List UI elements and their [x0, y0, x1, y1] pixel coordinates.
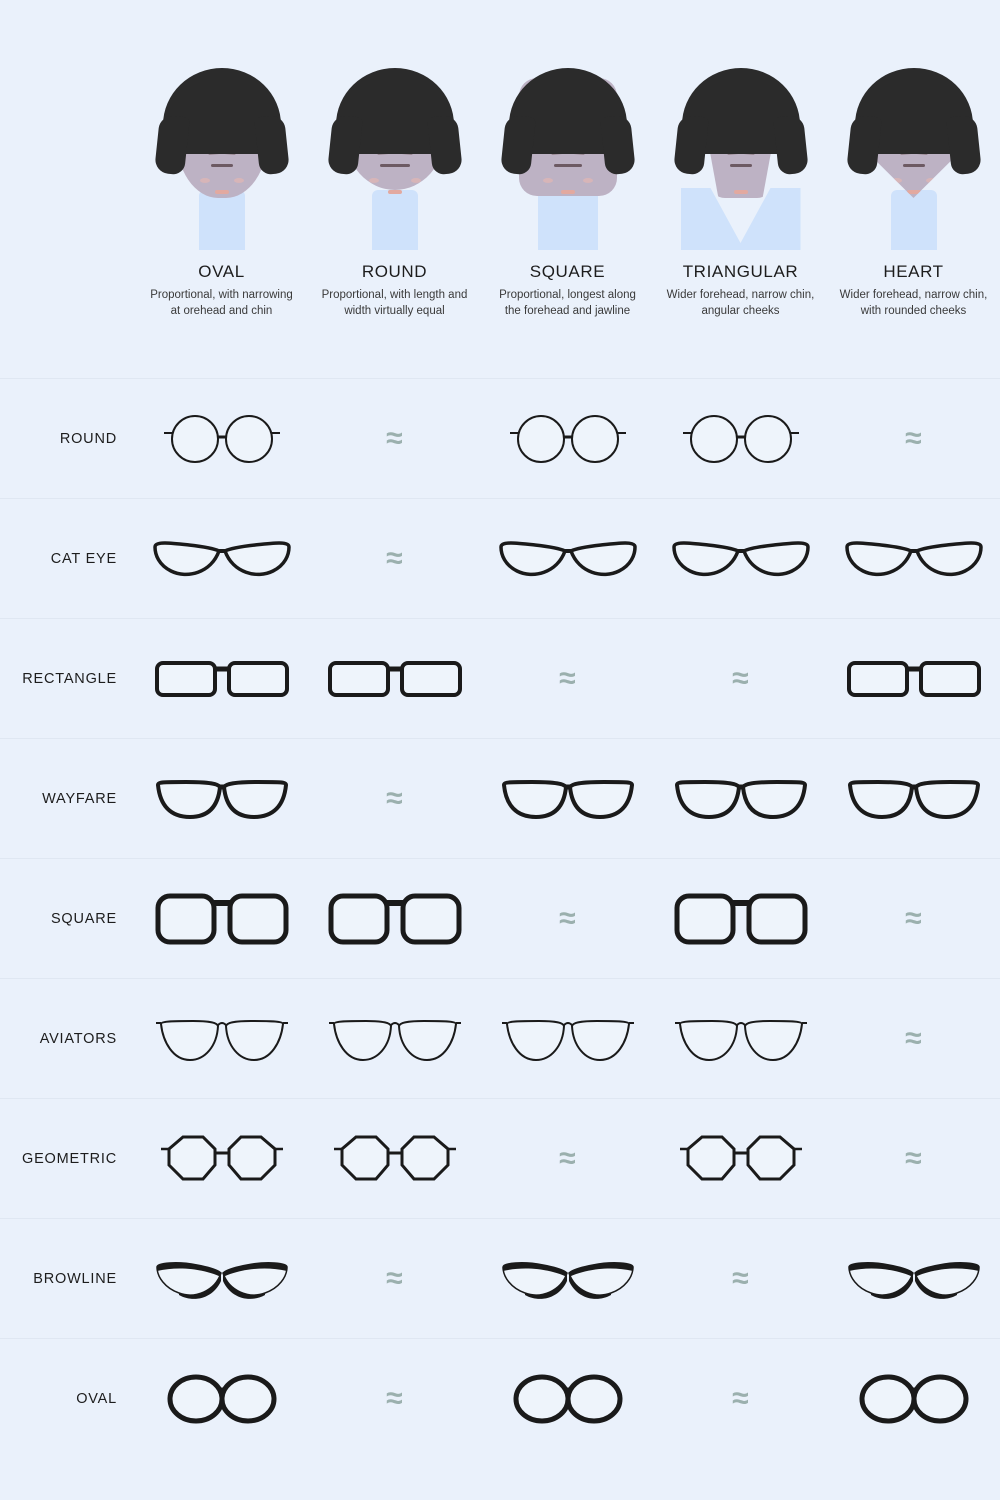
cell-wayfare-oval	[135, 739, 308, 858]
cat-eye-frame-icon	[668, 531, 814, 587]
hair-icon	[163, 68, 281, 154]
frame-type-label: OVAL	[76, 1390, 117, 1407]
cat-eye-frame-icon	[495, 531, 641, 587]
geometric-frame-icon	[678, 1131, 804, 1187]
face-illustration-square	[498, 60, 638, 250]
hair-icon	[855, 68, 973, 154]
face-shape-title: TRIANGULAR	[682, 262, 799, 281]
rectangle-frame-icon	[325, 653, 465, 705]
browline-frame-icon	[153, 1255, 291, 1303]
wayfarer-frame-icon	[844, 773, 984, 825]
face-shape-description: Proportional, longest along the forehead and jawline	[499, 289, 636, 317]
frame-type-label: SQUARE	[50, 910, 117, 927]
cell-round-square	[481, 379, 654, 498]
cell-cateye-round	[308, 499, 481, 618]
face-illustration-triangular	[671, 60, 811, 250]
not-recommended-icon: ≈	[732, 661, 749, 695]
wayfarer-frame-icon	[498, 773, 638, 825]
geometric-frame-icon	[159, 1131, 285, 1187]
hair-icon	[336, 68, 454, 154]
cell-wayfare-square	[481, 739, 654, 858]
not-recommended-icon: ≈	[386, 1261, 403, 1295]
cheek-left	[892, 178, 902, 183]
face-illustration-oval	[152, 60, 292, 250]
cell-browline-triangular	[654, 1219, 827, 1338]
not-recommended-icon: ≈	[386, 541, 403, 575]
cell-rectangle-square	[481, 619, 654, 738]
frame-type-label: CAT EYE	[50, 550, 117, 567]
table-row	[0, 978, 1000, 1098]
face-shape-title: SQUARE	[529, 262, 606, 281]
wayfarer-frame-icon	[152, 773, 292, 825]
cell-square-square	[481, 859, 654, 978]
cell-oval-round	[308, 1339, 481, 1458]
face-shape-description: Wider forehead, narrow chin, angular cheeks	[666, 289, 815, 317]
cell-rectangle-oval	[135, 619, 308, 738]
cell-browline-square	[481, 1219, 654, 1338]
cat-eye-frame-icon	[149, 531, 295, 587]
eye-right	[394, 164, 410, 167]
aviator-frame-icon	[501, 1012, 635, 1066]
face-column-round	[308, 60, 481, 319]
round-frame-icon	[681, 411, 801, 467]
aviator-frame-icon	[155, 1012, 289, 1066]
mouth	[388, 190, 402, 194]
square-frame-icon	[153, 888, 291, 950]
not-recommended-icon: ≈	[386, 1381, 403, 1415]
frame-type-label: ROUND	[59, 430, 117, 447]
cell-aviators-oval	[135, 979, 308, 1098]
cheek-right	[926, 178, 936, 183]
cell-geometric-square	[481, 1099, 654, 1218]
neck-shape	[199, 190, 245, 250]
cell-round-round	[308, 379, 481, 498]
face-shape-description: Proportional, with length and width virtually equal	[321, 289, 468, 317]
cell-round-triangular	[654, 379, 827, 498]
oval-frame-icon	[854, 1370, 974, 1428]
cell-cateye-oval	[135, 499, 308, 618]
cell-wayfare-triangular	[654, 739, 827, 858]
aviator-frame-icon	[674, 1012, 808, 1066]
not-recommended-icon: ≈	[559, 901, 576, 935]
cell-oval-triangular	[654, 1339, 827, 1458]
frame-type-label: GEOMETRIC	[21, 1150, 117, 1167]
cat-eye-frame-icon	[841, 531, 987, 587]
wayfarer-frame-icon	[671, 773, 811, 825]
face-column-triangular	[654, 60, 827, 319]
round-frame-icon	[162, 411, 282, 467]
browline-frame-icon	[845, 1255, 983, 1303]
cell-square-heart	[827, 859, 1000, 978]
round-frame-icon	[508, 411, 628, 467]
cell-oval-square	[481, 1339, 654, 1458]
eye-right	[736, 164, 752, 167]
cell-oval-heart	[827, 1339, 1000, 1458]
cell-cateye-heart	[827, 499, 1000, 618]
cell-round-heart	[827, 379, 1000, 498]
table-row	[0, 738, 1000, 858]
browline-frame-icon	[499, 1255, 637, 1303]
table-row	[0, 498, 1000, 618]
face-shape-title: ROUND	[361, 262, 428, 281]
not-recommended-icon: ≈	[559, 1141, 576, 1175]
face-column-heart	[827, 60, 1000, 319]
table-row	[0, 1218, 1000, 1338]
frame-type-label: RECTANGLE	[22, 670, 117, 687]
geometric-frame-icon	[332, 1131, 458, 1187]
eye-right	[909, 164, 925, 167]
table-row	[0, 1098, 1000, 1218]
cell-round-oval	[135, 379, 308, 498]
cell-square-oval	[135, 859, 308, 978]
frame-type-label: AVIATORS	[39, 1030, 117, 1047]
oval-frame-icon	[162, 1370, 282, 1428]
cheek-left	[369, 178, 379, 183]
rectangle-frame-icon	[844, 653, 984, 705]
eye-right	[566, 164, 582, 167]
mouth	[215, 190, 229, 194]
cell-geometric-triangular	[654, 1099, 827, 1218]
cell-oval-oval	[135, 1339, 308, 1458]
cell-aviators-square	[481, 979, 654, 1098]
table-row	[0, 858, 1000, 978]
table-row	[0, 618, 1000, 738]
face-illustration-round	[325, 60, 465, 250]
cheek-left	[200, 178, 210, 183]
frame-type-label: WAYFARE	[42, 790, 117, 807]
hair-icon	[682, 68, 800, 154]
face-illustration-heart	[844, 60, 984, 250]
aviator-frame-icon	[328, 1012, 462, 1066]
eye-right	[217, 164, 233, 167]
face-shapes-header	[135, 60, 1000, 319]
not-recommended-icon: ≈	[732, 1381, 749, 1415]
not-recommended-icon: ≈	[386, 781, 403, 815]
cell-browline-heart	[827, 1219, 1000, 1338]
face-column-oval	[135, 60, 308, 319]
not-recommended-icon: ≈	[732, 1261, 749, 1295]
square-frame-icon	[672, 888, 810, 950]
face-shape-description: Proportional, with narrowing at orehead and chin	[150, 289, 293, 317]
cell-browline-oval	[135, 1219, 308, 1338]
cell-square-round	[308, 859, 481, 978]
cell-cateye-triangular	[654, 499, 827, 618]
cell-geometric-oval	[135, 1099, 308, 1218]
not-recommended-icon: ≈	[905, 901, 922, 935]
rectangle-frame-icon	[152, 653, 292, 705]
table-row	[0, 378, 1000, 498]
cell-square-triangular	[654, 859, 827, 978]
face-shape-description: Wider forehead, narrow chin, with rounded cheeks	[839, 289, 988, 317]
face-shape-title: OVAL	[198, 262, 245, 281]
cell-aviators-heart	[827, 979, 1000, 1098]
neck-shape	[891, 190, 937, 250]
cell-geometric-round	[308, 1099, 481, 1218]
cell-rectangle-round	[308, 619, 481, 738]
cell-geometric-heart	[827, 1099, 1000, 1218]
cell-wayfare-heart	[827, 739, 1000, 858]
cell-rectangle-triangular	[654, 619, 827, 738]
table-row	[0, 1338, 1000, 1458]
cheek-right	[583, 178, 593, 183]
neck-shape	[538, 192, 598, 250]
not-recommended-icon: ≈	[905, 1141, 922, 1175]
neck-shape	[372, 190, 418, 250]
cell-wayfare-round	[308, 739, 481, 858]
cell-cateye-square	[481, 499, 654, 618]
face-column-square	[481, 60, 654, 319]
cheek-right	[411, 178, 421, 183]
cheek-right	[234, 178, 244, 183]
cell-aviators-round	[308, 979, 481, 1098]
not-recommended-icon: ≈	[905, 421, 922, 455]
not-recommended-icon: ≈	[905, 1021, 922, 1055]
not-recommended-icon: ≈	[559, 661, 576, 695]
not-recommended-icon: ≈	[386, 421, 403, 455]
cell-aviators-triangular	[654, 979, 827, 1098]
oval-frame-icon	[508, 1370, 628, 1428]
frame-type-label: BROWLINE	[33, 1270, 117, 1287]
cheek-left	[543, 178, 553, 183]
mouth	[561, 190, 575, 194]
face-shape-title: HEART	[883, 262, 944, 281]
mouth	[734, 190, 748, 194]
square-frame-icon	[326, 888, 464, 950]
cell-rectangle-heart	[827, 619, 1000, 738]
frame-matrix	[0, 378, 1000, 1458]
cell-browline-round	[308, 1219, 481, 1338]
